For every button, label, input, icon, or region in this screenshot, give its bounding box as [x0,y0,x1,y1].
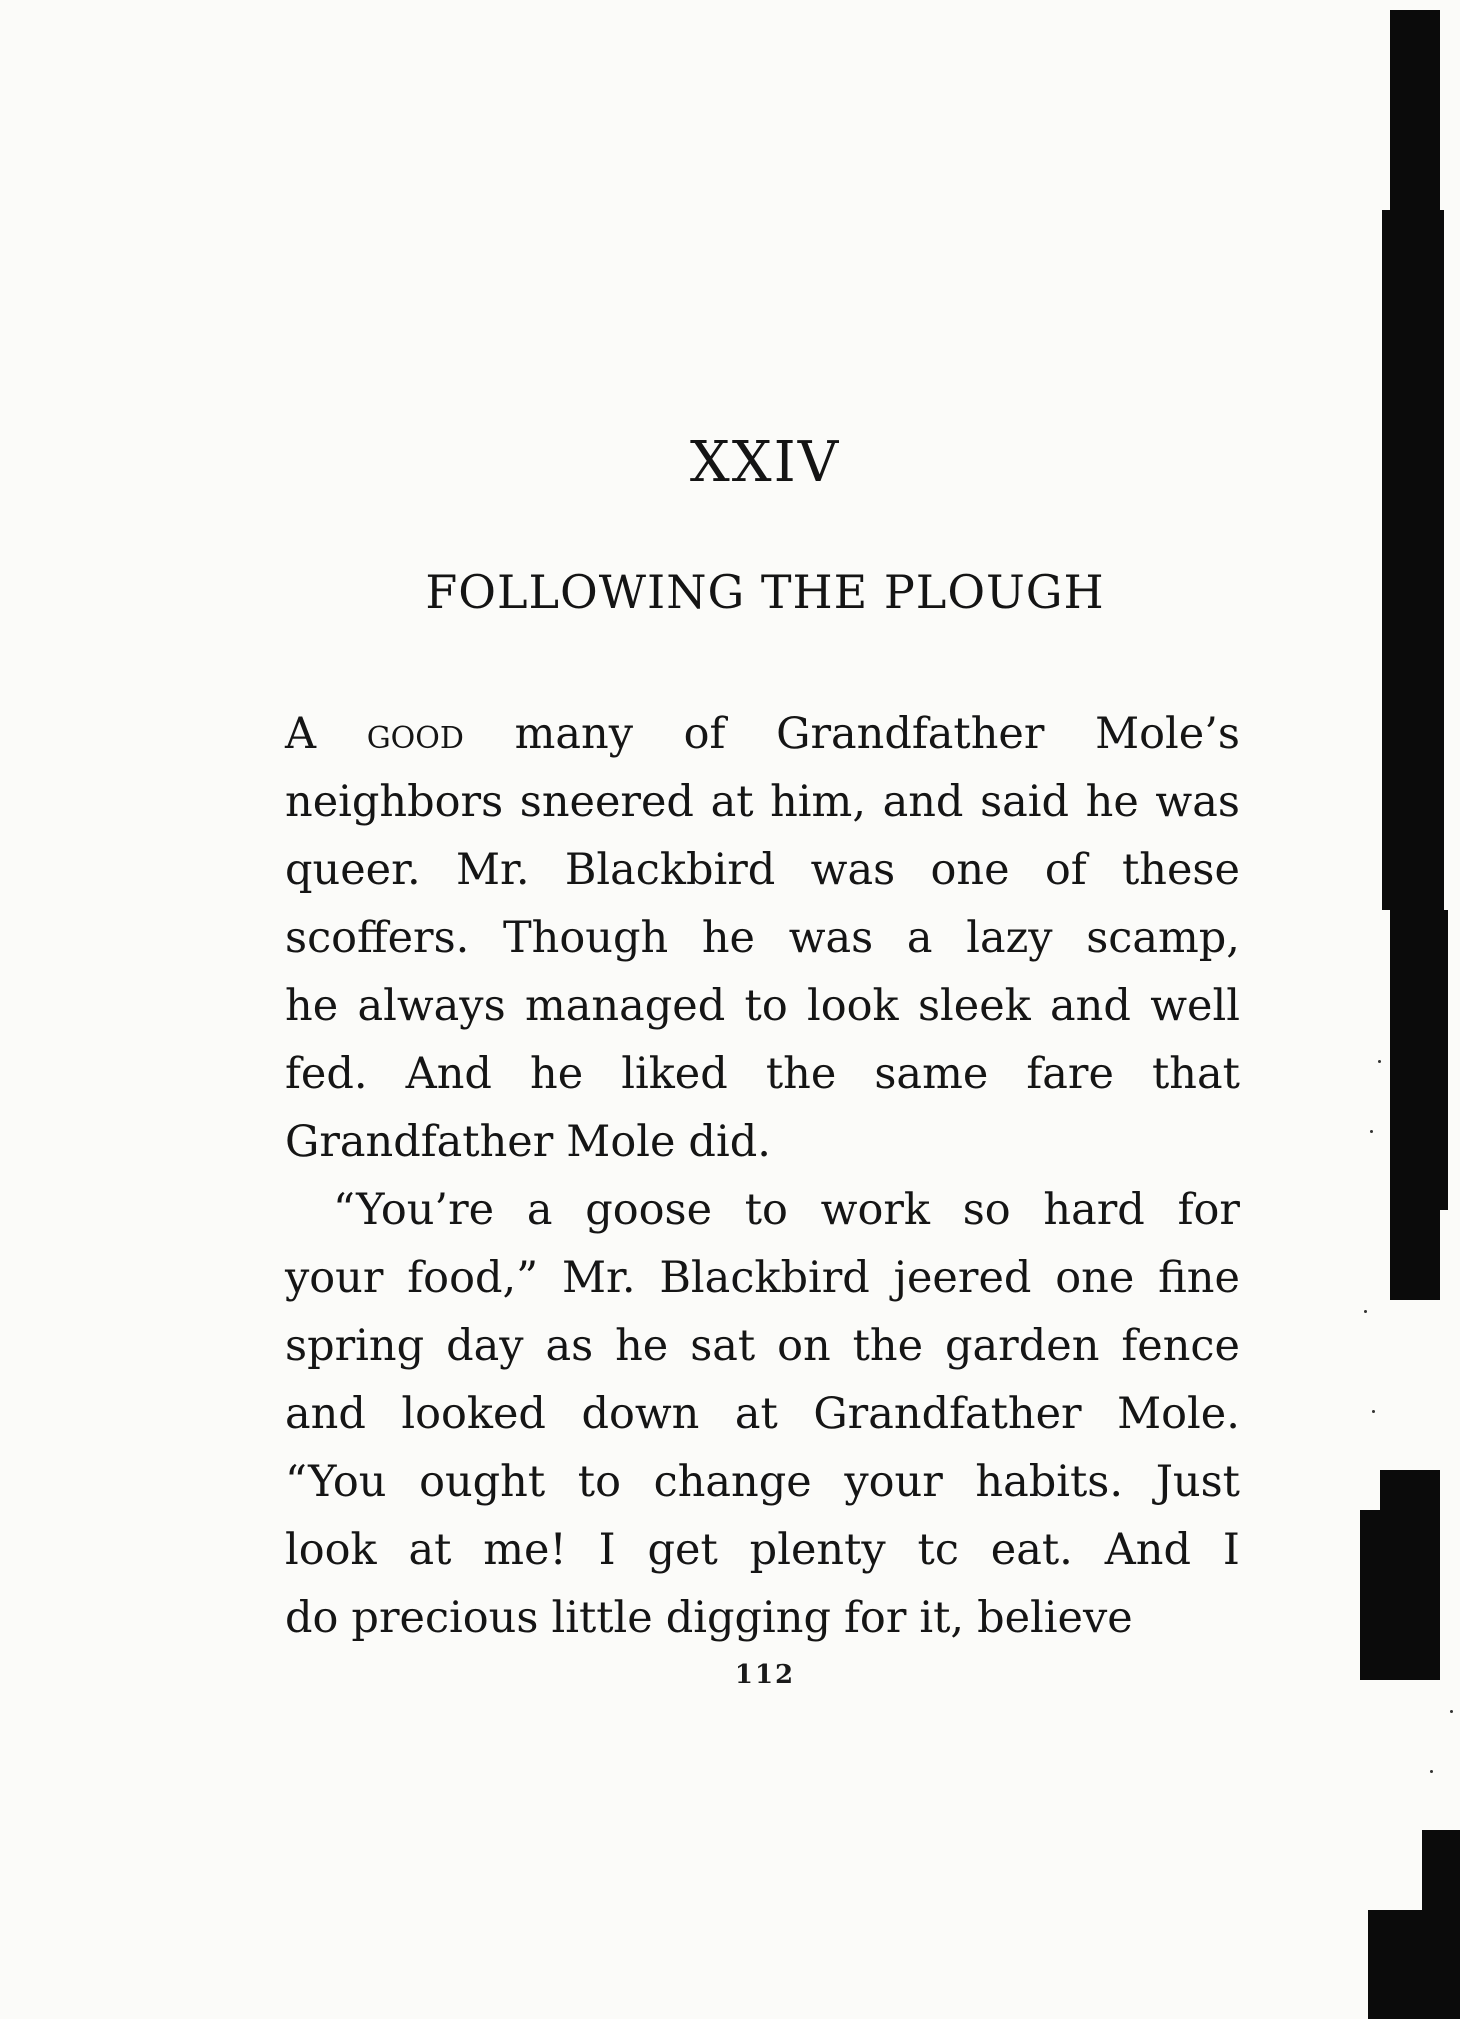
word: to [744,981,788,1031]
word: little [551,1593,653,1643]
word: jeered [893,1253,1032,1303]
word: And [405,1049,492,1099]
text-line [285,836,1240,904]
text-line [285,1312,1240,1380]
word: plenty [749,1525,886,1575]
word: Just [1155,1457,1240,1507]
word: a [526,1185,553,1235]
word: he [285,981,339,1031]
word: and [285,1389,366,1439]
word: neighbors [285,777,504,827]
text-line [285,768,1240,836]
word: that [1152,1049,1240,1099]
word: “You [285,1457,387,1507]
word: fed. [285,1049,368,1099]
word: goose [585,1185,713,1235]
word: did. [688,1117,771,1167]
word: digging [665,1593,832,1643]
word: fence [1121,1321,1240,1371]
word: of [1044,845,1087,895]
word: scamp, [1086,913,1240,963]
word: looked [401,1389,546,1439]
word: I [598,1525,616,1575]
word: day [446,1321,524,1371]
word: of [683,709,726,759]
word: at [710,777,754,827]
page-number: 112 [734,1660,796,1690]
word: your [285,1253,384,1303]
word: managed [524,981,726,1031]
word: as [545,1321,594,1371]
word: these [1121,845,1240,895]
text-line [285,1108,1240,1176]
text-line [285,972,1240,1040]
word: he [615,1321,669,1371]
word: the [765,1049,837,1099]
word: fare [1026,1049,1114,1099]
word: sneered [519,777,694,827]
word: your [844,1457,943,1507]
body-text [285,700,1240,1652]
word: the [852,1321,924,1371]
text-line [285,1584,1240,1652]
word: for [844,1593,907,1643]
word: at [734,1389,778,1439]
text-line [285,1040,1240,1108]
word: Grandfather [776,709,1045,759]
word: one [1055,1253,1135,1303]
word: on [777,1321,831,1371]
text-line [285,1380,1240,1448]
word: Mole. [1117,1389,1240,1439]
text-line [285,1176,1240,1244]
text-line [285,700,1240,768]
word: down [581,1389,700,1439]
word: was [788,913,874,963]
word: queer. [285,845,421,895]
word: “You’re [333,1185,495,1235]
word: fine [1158,1253,1240,1303]
word: Mole’s [1095,709,1240,759]
word: he [1085,777,1139,827]
word: he [701,913,756,963]
word: it, [919,1593,965,1643]
word: was [810,845,896,895]
word: And [1104,1525,1191,1575]
word: lazy [966,913,1053,963]
word: Mr. [455,845,530,895]
word: for [1177,1185,1240,1235]
word: well [1150,981,1240,1031]
chapter-number: XXIV [689,430,841,495]
word: scoffers. [285,913,470,963]
text-line [285,1244,1240,1312]
word: work [820,1185,930,1235]
word: Blackbird [659,1253,870,1303]
word: ought [419,1457,546,1507]
word: habits. [975,1457,1124,1507]
word: good [366,709,464,759]
page-gutter-shadow [1360,10,1460,2019]
word: sleek [917,981,1031,1031]
word: Blackbird [564,845,776,895]
word: always [357,981,506,1031]
word: me! [483,1525,567,1575]
word: A [285,709,317,759]
text-line [285,904,1240,972]
word: Grandfather [813,1389,1082,1439]
text-line [285,1516,1240,1584]
word: at [408,1525,452,1575]
word: a [906,913,933,963]
word: same [874,1049,989,1099]
word: spring [285,1321,425,1371]
word: look [807,981,899,1031]
word: food,” [407,1253,539,1303]
word: believe [977,1593,1133,1643]
word: sat [690,1321,756,1371]
text-line [285,1448,1240,1516]
word: to [744,1185,788,1235]
word: Grandfather [285,1117,554,1167]
word: eat. [990,1525,1073,1575]
word: change [653,1457,812,1507]
word: tc [917,1525,959,1575]
word: one [930,845,1010,895]
word: precious [351,1593,539,1643]
word: garden [945,1321,1100,1371]
word: was [1155,777,1240,827]
word: look [285,1525,377,1575]
word: and [882,777,964,827]
word: hard [1043,1185,1145,1235]
word: Mole [566,1117,676,1167]
word: to [577,1457,621,1507]
word: many [514,709,633,759]
word: and [1050,981,1131,1031]
word: so [962,1185,1011,1235]
word: he [530,1049,584,1099]
word: him, [770,777,866,827]
chapter-title: FOLLOWING THE PLOUGH [425,565,1105,619]
word: liked [621,1049,728,1099]
word: said [980,777,1070,827]
word: Mr. [561,1253,636,1303]
word: I [1222,1525,1240,1575]
word: do [285,1593,339,1643]
word: Though [503,913,669,963]
word: get [647,1525,718,1575]
